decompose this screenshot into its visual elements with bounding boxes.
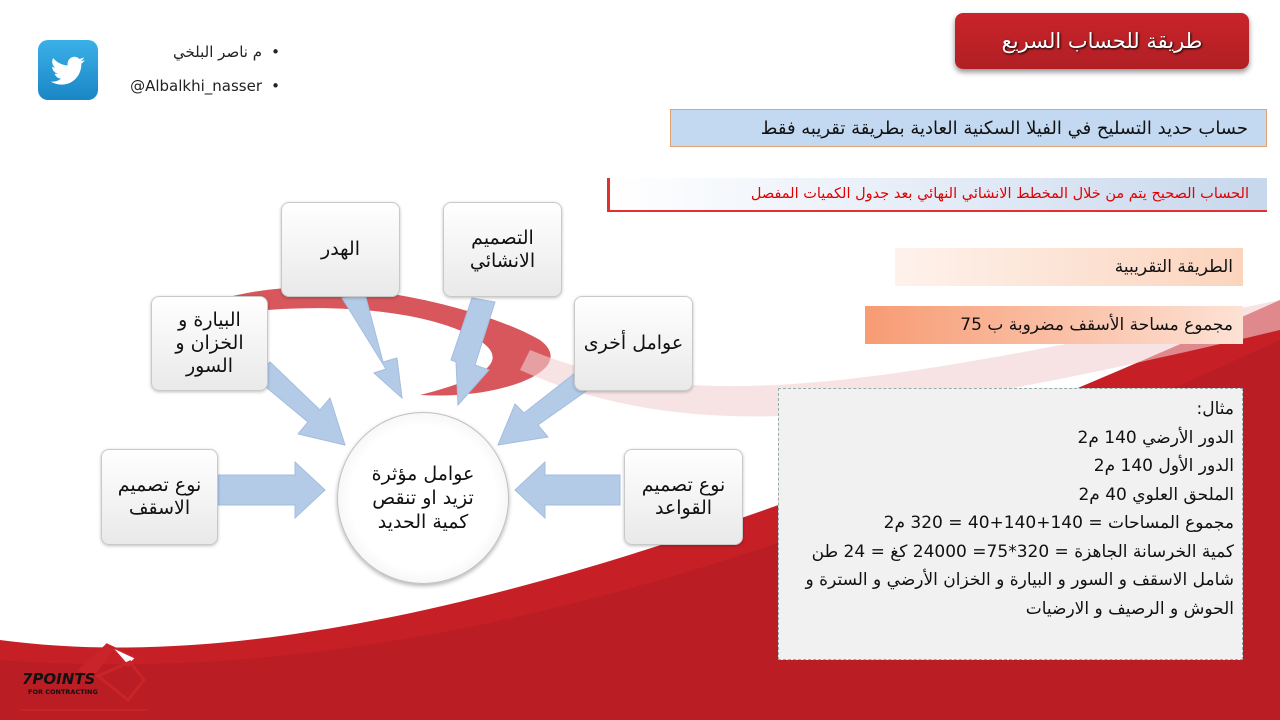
method-label: الطريقة التقريبية — [895, 248, 1243, 286]
factor-foundation-design: نوع تصميم القواعد — [624, 449, 743, 545]
subtitle: حساب حديد التسليح في الفيلا السكنية العادية بطريقة تقريبه فقط — [670, 109, 1267, 147]
author-handle: • @Albalkhi_nasser — [120, 72, 280, 106]
example-line: مجموع المساحات = 140+140+40 = 320 م2 — [883, 513, 1234, 533]
logo-name: 7POINTS — [22, 670, 96, 688]
factor-structural-design: التصميم الانشائي — [443, 202, 562, 297]
factor-waste: الهدر — [281, 202, 400, 297]
factor-roof-design: نوع تصميم الاسقف — [101, 449, 218, 545]
accuracy-note: الحساب الصحيح يتم من خلال المخطط الانشائي النهائي بعد جدول الكميات المفصل — [607, 178, 1267, 212]
example-line: شامل الاسقف و السور و البيارة و الخزان الأرضي و السترة و الحوش و الرصيف و الارضيات — [805, 570, 1234, 619]
author-name: • م ناصر البلخي — [120, 38, 280, 72]
example-line: الدور الأول 140 م2 — [1093, 456, 1234, 476]
factor-other: عوامل أخرى — [574, 296, 693, 391]
title-banner: طريقة للحساب السريع — [955, 13, 1249, 69]
arrow-foundation — [515, 462, 620, 518]
example-line: الدور الأرضي 140 م2 — [1077, 427, 1234, 448]
factor-septic-tank: البيارة و الخزان و السور — [151, 296, 268, 391]
arrow-roof — [218, 462, 325, 518]
arrow-structural — [451, 298, 495, 405]
arrow-waste — [342, 294, 402, 398]
example-heading: مثال: — [1196, 399, 1234, 419]
arrow-septic — [255, 362, 345, 445]
method-rule: مجموع مساحة الأسقف مضروبة ب 75 — [865, 306, 1243, 344]
example-line: كمية الخرسانة الجاهزة = 320*75= 24000 كغ = 24 طن — [811, 541, 1234, 562]
center-factors-circle: عوامل مؤثرة تزيد او تنقص كمية الحديد — [337, 412, 509, 584]
example-line: الملحق العلوي 40 م2 — [1078, 484, 1234, 505]
logo-tagline: FOR CONTRACTING — [28, 688, 98, 696]
